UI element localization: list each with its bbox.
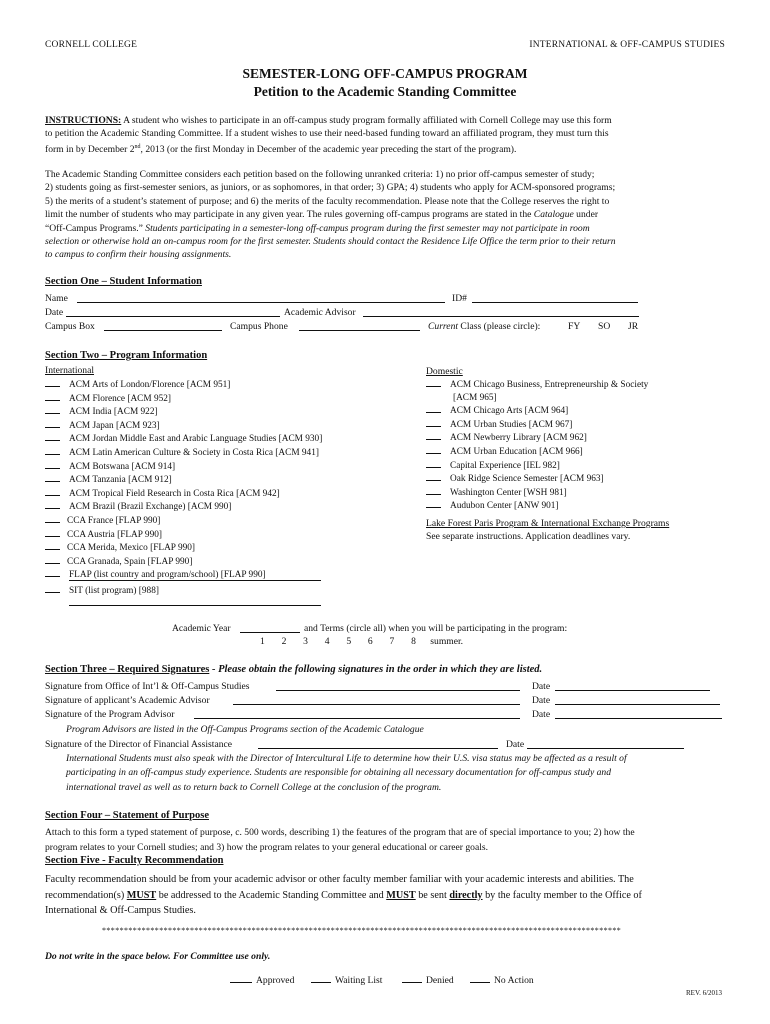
class-label: Current Class (please circle): — [428, 321, 541, 332]
name-field[interactable] — [77, 302, 445, 303]
list-item[interactable]: Capital Experience [IEL 982] — [426, 459, 648, 473]
academic-year-label: Academic Year — [172, 623, 231, 634]
sig-program-advisor-field[interactable] — [194, 718, 520, 719]
separator-stars: ********************************************************************************************************************** — [102, 926, 622, 935]
list-item[interactable]: Washington Center [WSH 981] — [426, 486, 648, 500]
lake-forest-note: See separate instructions. Application deadlines vary. — [426, 531, 631, 542]
page-subtitle: Petition to the Academic Standing Committee — [253, 84, 517, 99]
sig-advisor-label: Signature of applicant’s Academic Advisor — [45, 695, 210, 706]
checkbox[interactable] — [426, 404, 441, 413]
instructions-paragraph: INSTRUCTIONS: A student who wishes to participate in an off-campus study program formally affiliated with Cornell College may use this form to petition the Academic Standing Committee. If a student wishes to use their need-based funding toward an affiliated program, they must turn this form in by December 2nd, 2013 (or the first Monday in December of the academic year preceding the start of the program). — [45, 115, 612, 155]
date-field[interactable] — [66, 316, 280, 317]
checkbox[interactable] — [426, 378, 441, 387]
committee-use-note: Do not write in the space below. For Committee use only. — [45, 951, 271, 962]
list-item[interactable]: Audubon Center [ANW 901] — [426, 499, 648, 513]
list-item[interactable]: ACM Tropical Field Research in Costa Rica [ACM 942] — [45, 487, 322, 501]
list-item[interactable]: ACM Brazil (Brazil Exchange) [ACM 990] — [45, 500, 322, 514]
sit-item[interactable]: SIT (list program) [988] — [45, 584, 159, 598]
advisor-field[interactable] — [363, 316, 639, 317]
list-item[interactable]: CCA France [FLAP 990] — [45, 514, 322, 528]
sig-advisor-date[interactable] — [555, 704, 720, 705]
instructions-label: INSTRUCTIONS: — [45, 115, 122, 126]
list-item[interactable]: CCA Austria [FLAP 990] — [45, 528, 322, 542]
list-item[interactable]: ACM Chicago Business, Entrepreneurship & Society — [426, 378, 648, 392]
list-item[interactable]: ACM Jordan Middle East and Arabic Language Studies [ACM 930] — [45, 432, 322, 446]
checkbox[interactable] — [426, 459, 441, 468]
checkbox[interactable] — [45, 584, 60, 593]
list-item[interactable]: ACM Newberry Library [ACM 962] — [426, 431, 648, 445]
list-item[interactable]: ACM Florence [ACM 952] — [45, 392, 322, 406]
sig-date-label: Date — [532, 695, 551, 706]
date-label: Date — [45, 307, 64, 318]
checkbox[interactable] — [45, 487, 60, 496]
checkbox[interactable] — [45, 473, 60, 482]
list-item[interactable]: ACM Chicago Arts [ACM 964] — [426, 404, 648, 418]
checkbox[interactable] — [426, 431, 441, 440]
header-right: INTERNATIONAL & OFF-CAMPUS STUDIES — [529, 40, 725, 50]
list-item[interactable]: ACM Tanzania [ACM 912] — [45, 473, 322, 487]
class-option-so[interactable]: SO — [598, 321, 611, 332]
sig-program-advisor-label: Signature of the Program Advisor — [45, 709, 175, 720]
campus-box-field[interactable] — [104, 330, 222, 331]
program-advisor-note: Program Advisors are listed in the Off-Campus Programs section of the Academic Catalogue — [66, 724, 424, 735]
list-item: [ACM 965] — [453, 392, 497, 403]
sig-financial-field[interactable] — [258, 748, 498, 749]
checkbox[interactable] — [45, 568, 60, 577]
section-three-heading-row: Section Three – Required Signatures - Please obtain the following signatures in the order in which they are listed. — [45, 664, 543, 675]
revision-label: REV. 6/2013 — [686, 989, 723, 997]
checkbox[interactable] — [45, 446, 60, 455]
checkbox[interactable] — [45, 541, 60, 550]
sig-intl-office-label: Signature from Office of Int’l & Off-Campus Studies — [45, 681, 250, 692]
checkbox[interactable] — [311, 981, 331, 983]
sig-financial-date[interactable] — [527, 748, 684, 749]
header-left: CORNELL COLLEGE — [45, 40, 138, 50]
list-item[interactable]: CCA Granada, Spain [FLAP 990] — [45, 555, 322, 569]
section-three-heading: Section Three – Required Signatures — [45, 664, 210, 675]
checkbox[interactable] — [45, 405, 60, 414]
statement-purpose-text: Attach to this form a typed statement of purpose, c. 500 words, describing 1) the features of the program that are of special importance to you; 2) how the program relates to your Cornell studies; and 3) how the program relates to your general educational or career goals. — [45, 827, 635, 853]
list-item[interactable]: ACM Japan [ACM 923] — [45, 419, 322, 433]
checkbox[interactable] — [45, 528, 60, 537]
sit-program-field[interactable] — [69, 605, 321, 606]
checkbox[interactable] — [426, 486, 441, 495]
sig-date-label: Date — [506, 739, 525, 750]
checkbox[interactable] — [402, 981, 422, 983]
sig-date-label: Date — [532, 681, 551, 692]
campus-box-label: Campus Box — [45, 321, 95, 332]
sig-program-advisor-date[interactable] — [555, 718, 722, 719]
academic-year-field[interactable] — [240, 632, 300, 633]
checkbox[interactable] — [45, 419, 60, 428]
list-item[interactable]: Oak Ridge Science Semester [ACM 963] — [426, 472, 648, 486]
name-label: Name — [45, 293, 68, 304]
faculty-recommendation-text: Faculty recommendation should be from your academic advisor or other faculty member familiar with your academic interests and abilities. The recommendation(s) MUST be addressed to the Academic Standing Committee and MUST be sent directly by the faculty member to the Office of International & Off-Campus Studies. — [45, 874, 642, 916]
section-one-heading: Section One – Student Information — [45, 276, 202, 287]
international-students-note: International Students must also speak with the Director of Intercultural Life to determine how their U.S. visa status may be affected as a result of participating in an off-campus study experience. Students are responsible for obtaining all necessary documentation for off-campus study and international travel as well as to return back to Cornell College at the conclusion of the program. — [66, 753, 627, 793]
checkbox[interactable] — [45, 555, 60, 564]
checkbox[interactable] — [230, 981, 252, 983]
checkbox[interactable] — [45, 432, 60, 441]
term-options[interactable]: 1 2 3 4 5 6 7 8 summer. — [260, 636, 464, 647]
class-option-jr[interactable]: JR — [628, 321, 639, 332]
checkbox[interactable] — [426, 499, 441, 508]
international-program-list — [45, 378, 322, 582]
list-item[interactable]: ACM Latin American Culture & Society in Costa Rica [ACM 941] — [45, 446, 322, 460]
section-five-heading: Section Five - Faculty Recommendation — [45, 855, 224, 866]
section-four-heading: Section Four – Statement of Purpose — [45, 810, 209, 821]
checkbox[interactable] — [45, 460, 60, 469]
terms-label: and Terms (circle all) when you will be participating in the program: — [304, 623, 568, 634]
approved-option[interactable]: Approved — [230, 975, 294, 986]
criteria-paragraph: The Academic Standing Committee considers each petition based on the following unranked criteria: 1) no prior off-campus semester of study; 2) students going as first-semester seniors, as juniors, or as sophomores, in that order; 3) GPA; 4) students who apply for ACM-sponsored programs; 5) the merits of a student’s statement of purpose; and 6) the merits of the faculty recommendation. Please note that the College reserves the right to limit the number of students who may participate in any given year. The rules governing off-campus programs are stated in the Catalogue under “Off-Campus Programs.” Students participating in a semester-long off-campus program during the first semester may not participate in room selection or otherwise hold an on-campus room for the first semester. Students should contact the Residence Life Office the term prior to their return to campus to confirm their housing assignments. — [45, 169, 616, 261]
sig-advisor-field[interactable] — [233, 704, 520, 705]
sig-date-label: Date — [532, 709, 551, 720]
class-option-fy[interactable]: FY — [568, 321, 581, 332]
checkbox[interactable] — [426, 418, 441, 427]
checkbox[interactable] — [45, 392, 60, 401]
waiting-list-option[interactable]: Waiting List — [311, 975, 382, 986]
list-item[interactable]: ACM Urban Studies [ACM 967] — [426, 418, 648, 432]
sig-intl-office-date[interactable] — [555, 690, 710, 691]
checkbox[interactable] — [426, 472, 441, 481]
section-two-heading: Section Two – Program Information — [45, 350, 208, 361]
page-title: SEMESTER-LONG OFF-CAMPUS PROGRAM — [242, 66, 528, 81]
list-item[interactable]: CCA Merida, Mexico [FLAP 990] — [45, 541, 322, 555]
denied-option[interactable]: Denied — [402, 975, 454, 986]
list-item[interactable]: ACM Arts of London/Florence [ACM 951] — [45, 378, 322, 392]
campus-phone-label: Campus Phone — [230, 321, 288, 332]
sig-intl-office-field[interactable] — [276, 690, 520, 691]
advisor-label: Academic Advisor — [284, 307, 356, 318]
id-field[interactable] — [472, 302, 638, 303]
lake-forest-heading: Lake Forest Paris Program & International Exchange Programs — [426, 518, 670, 529]
campus-phone-field[interactable] — [299, 330, 420, 331]
list-item[interactable]: ACM Urban Education [ACM 966] — [426, 445, 648, 459]
list-item[interactable]: ACM India [ACM 922] — [45, 405, 322, 419]
no-action-option[interactable]: No Action — [470, 975, 534, 986]
list-item[interactable]: ACM Botswana [ACM 914] — [45, 460, 322, 474]
checkbox[interactable] — [426, 445, 441, 454]
list-item[interactable]: FLAP (list country and program/school) [FLAP 990] — [45, 568, 322, 582]
checkbox[interactable] — [470, 981, 490, 983]
domestic-program-list — [426, 378, 648, 513]
international-heading: International — [45, 365, 95, 376]
flap-program-field[interactable] — [69, 580, 321, 581]
sig-financial-label: Signature of the Director of Financial Assistance — [45, 739, 233, 750]
checkbox[interactable] — [45, 514, 60, 523]
id-label: ID# — [452, 293, 467, 304]
checkbox[interactable] — [45, 500, 60, 509]
checkbox[interactable] — [45, 378, 60, 387]
domestic-heading: Domestic — [426, 366, 463, 377]
